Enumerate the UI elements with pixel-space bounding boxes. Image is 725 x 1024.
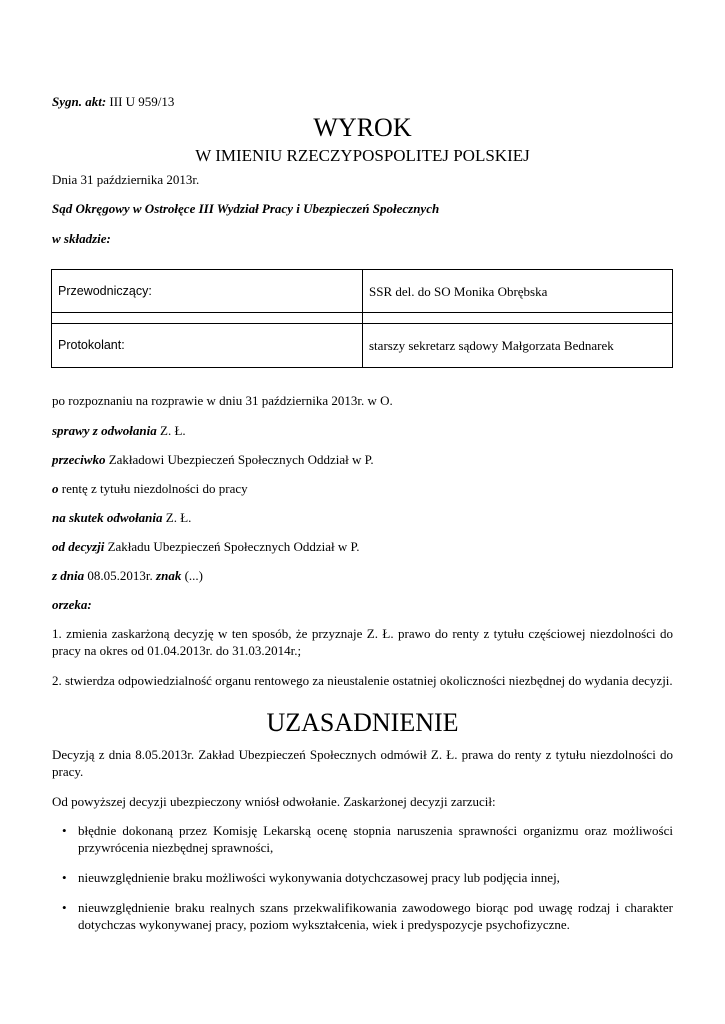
ruling-item-1: 1. zmienia zaskarżoną decyzję w ten sposób, że przyznaje Z. Ł. prawo do renty z tytułu częściowej niezdolności do pracy na okres od 01.04.2013r. do 31.03.2014r.; bbox=[52, 626, 673, 658]
ruling-item-2: 2. stwierdza odpowiedzialność organu rentowego za nieustalenie ostatniej okoliczności niezbędnej do wydania decyzji. bbox=[52, 673, 673, 688]
reference-value: (...) bbox=[181, 568, 203, 583]
list-item-text: błędnie dokonaną przez Komisję Lekarską ocenę stopnia naruszenia sprawności organizmu oraz możliwości przywrócenia niezbędnej sprawności, bbox=[78, 823, 673, 855]
hearing-intro: po rozpoznaniu na rozprawie w dniu 31 października 2013r. w O. bbox=[52, 393, 393, 408]
verdict-date: Dnia 31 października 2013r. bbox=[52, 172, 200, 187]
against-label: przeciwko bbox=[52, 452, 106, 467]
table-cell-name: SSR del. do SO Monika Obrębska bbox=[363, 270, 673, 313]
appeal-value: Z. Ł. bbox=[156, 423, 186, 438]
document-title: WYROK bbox=[313, 113, 412, 142]
appeal-label: sprawy z odwołania bbox=[52, 423, 157, 438]
table-cell-name: starszy sekretarz sądowy Małgorzata Bednarek bbox=[363, 324, 673, 368]
table-row bbox=[52, 324, 673, 368]
result-appeal-value: Z. Ł. bbox=[162, 510, 192, 525]
composition-label: w składzie: bbox=[52, 231, 111, 246]
case-signature-label: Sygn. akt: bbox=[52, 94, 107, 109]
reference-label: znak bbox=[156, 568, 182, 583]
composition-table bbox=[51, 269, 673, 368]
bullet-icon: • bbox=[62, 870, 67, 885]
objections-list bbox=[52, 822, 673, 946]
bullet-icon: • bbox=[62, 900, 67, 915]
case-signature bbox=[52, 93, 174, 110]
list-item bbox=[52, 822, 673, 856]
subject-value: rentę z tytułu niezdolności do pracy bbox=[58, 481, 248, 496]
table-row bbox=[52, 270, 673, 313]
subject-label: o bbox=[52, 481, 59, 496]
list-item bbox=[52, 899, 673, 933]
against-value: Zakładowi Ubezpieczeń Społecznych Oddział w P. bbox=[105, 452, 374, 467]
case-signature-value: III U 959/13 bbox=[109, 94, 175, 109]
court-name: Sąd Okręgowy w Ostrołęce III Wydział Pracy i Ubezpieczeń Społecznych bbox=[52, 201, 440, 216]
justification-paragraph: Od powyższej decyzji ubezpieczony wniósł odwołanie. Zaskarżonej decyzji zarzucił: bbox=[52, 794, 496, 809]
justification-paragraph: Decyzją z dnia 8.05.2013r. Zakład Ubezpieczeń Społecznych odmówił Z. Ł. prawa do renty z tytułu niezdolności do pracy. bbox=[52, 747, 673, 779]
decision-line bbox=[52, 538, 360, 555]
bullet-icon: • bbox=[62, 823, 67, 838]
decision-label: od decyzji bbox=[52, 539, 105, 554]
ruling-label: orzeka: bbox=[52, 597, 92, 612]
table-row bbox=[52, 313, 673, 324]
against-line bbox=[52, 451, 374, 468]
result-appeal-label: na skutek odwołania bbox=[52, 510, 163, 525]
list-item bbox=[52, 869, 673, 886]
table-cell-role: Protokolant: bbox=[52, 324, 363, 368]
document-subtitle: W IMIENIU RZECZYPOSPOLITEJ POLSKIEJ bbox=[195, 146, 530, 165]
justification-title: UZASADNIENIE bbox=[266, 708, 459, 737]
list-item-text: nieuwzględnienie braku realnych szans przekwalifikowania zawodowego biorąc pod uwagę rodzaj i charakter dotychczas wykonywanej pracy, poziom wykształcenia, wiek i predyspozycje psychofizyczne. bbox=[78, 900, 673, 932]
subject-line bbox=[52, 480, 248, 497]
table-cell-role: Przewodniczący: bbox=[52, 270, 363, 313]
appeal-line bbox=[52, 422, 186, 439]
decision-value: Zakładu Ubezpieczeń Społecznych Oddział w P. bbox=[104, 539, 360, 554]
table-cell-role bbox=[52, 313, 363, 324]
decision-date-line bbox=[52, 567, 203, 584]
list-item-text: nieuwzględnienie braku możliwości wykonywania dotychczasowej pracy lub podjęcia innej, bbox=[78, 870, 560, 885]
decision-date-value: 08.05.2013r. bbox=[84, 568, 157, 583]
decision-date-label: z dnia bbox=[52, 568, 85, 583]
table-cell-name bbox=[363, 313, 673, 324]
result-appeal-line bbox=[52, 509, 191, 526]
